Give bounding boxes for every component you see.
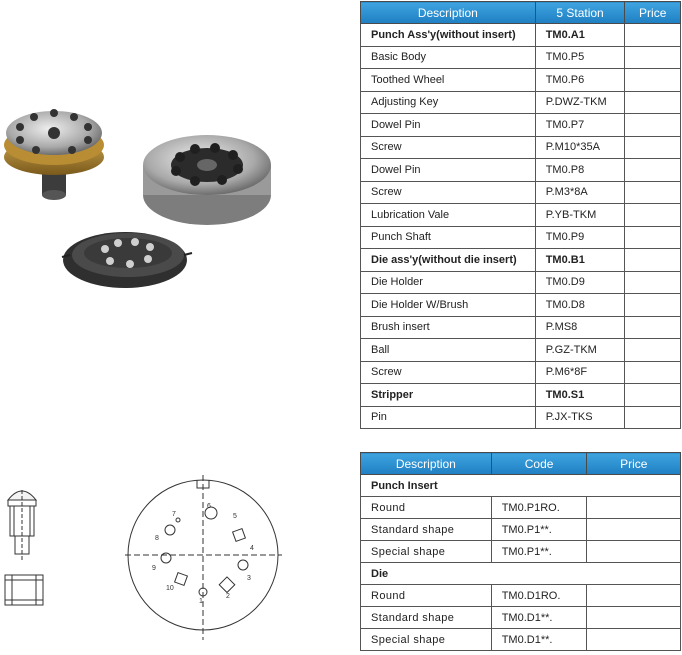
part-code: P.M10*35A [535, 136, 625, 159]
insert-code: TM0.P1**. [491, 541, 587, 563]
table-row [361, 406, 681, 429]
part-code: TM0.A1 [535, 24, 625, 47]
table-row [361, 204, 681, 227]
part-price [625, 46, 681, 69]
table-row [361, 271, 681, 294]
part-description: Die Holder [361, 271, 536, 294]
station-label: 6 [207, 503, 211, 510]
table-row [361, 159, 681, 182]
insert-description: Standard shape [361, 607, 492, 629]
part-description: Toothed Wheel [361, 69, 536, 92]
part-price [625, 91, 681, 114]
part-code: P.YB-TKM [535, 204, 625, 227]
part-description: Punch Ass'y(without insert) [361, 24, 536, 47]
part-description: Ball [361, 339, 536, 362]
part-price [625, 294, 681, 317]
part-price [625, 181, 681, 204]
header-description: Description [361, 2, 536, 24]
station-label: 10 [166, 585, 174, 592]
part-price [625, 114, 681, 137]
station-label: 2 [226, 593, 230, 600]
table-row [361, 114, 681, 137]
insert-price [587, 607, 681, 629]
part-description: Brush insert [361, 316, 536, 339]
stripper-image [62, 232, 192, 288]
part-description: Screw [361, 361, 536, 384]
part-price [625, 69, 681, 92]
section-row [361, 475, 681, 497]
part-code: P.MS8 [535, 316, 625, 339]
part-code: P.JX-TKS [535, 406, 625, 429]
station-label: 7 [172, 511, 176, 518]
station-label: 8 [155, 535, 159, 542]
part-price [625, 204, 681, 227]
part-description: Lubrication Vale [361, 204, 536, 227]
header-description: Description [361, 453, 492, 475]
part-code: TM0.D8 [535, 294, 625, 317]
insert-price [587, 585, 681, 607]
insert-table-header [361, 453, 681, 475]
table-row [361, 294, 681, 317]
table-row [361, 69, 681, 92]
part-code: TM0.P7 [535, 114, 625, 137]
part-code: P.DWZ-TKM [535, 91, 625, 114]
part-code: TM0.P8 [535, 159, 625, 182]
table-row [361, 497, 681, 519]
insert-price [587, 497, 681, 519]
table-row [361, 384, 681, 407]
parts-table [360, 1, 681, 429]
station-top-view [125, 475, 282, 640]
header-code: Code [491, 453, 587, 475]
part-price [625, 249, 681, 272]
insert-code: TM0.D1**. [491, 607, 587, 629]
insert-code: TM0.P1**. [491, 519, 587, 541]
table-row [361, 136, 681, 159]
table-row [361, 541, 681, 563]
part-description: Pin [361, 406, 536, 429]
part-price [625, 136, 681, 159]
insert-description: Round [361, 497, 492, 519]
station-label: 3 [247, 575, 251, 582]
table-row [361, 607, 681, 629]
table-row [361, 46, 681, 69]
insert-code: TM0.D1**. [491, 629, 587, 651]
part-code: TM0.P6 [535, 69, 625, 92]
part-description: Screw [361, 181, 536, 204]
part-price [625, 226, 681, 249]
table-row [361, 519, 681, 541]
table-row [361, 361, 681, 384]
part-price [625, 339, 681, 362]
header-price: Price [587, 453, 681, 475]
part-price [625, 271, 681, 294]
insert-description: Standard shape [361, 519, 492, 541]
part-price [625, 24, 681, 47]
part-price [625, 316, 681, 339]
part-code: P.GZ-TKM [535, 339, 625, 362]
insert-code: TM0.P1RO. [491, 497, 587, 519]
station-label: 9 [152, 565, 156, 572]
punch-side-view [8, 490, 36, 560]
part-code: P.M3*8A [535, 181, 625, 204]
header-station: 5 Station [535, 2, 625, 24]
insert-description: Special shape [361, 629, 492, 651]
part-price [625, 159, 681, 182]
product-photo [0, 85, 300, 300]
table-row [361, 585, 681, 607]
insert-description: Round [361, 585, 492, 607]
part-description: Die Holder W/Brush [361, 294, 536, 317]
part-description: Basic Body [361, 46, 536, 69]
part-code: TM0.B1 [535, 249, 625, 272]
table-row [361, 339, 681, 362]
part-price [625, 406, 681, 429]
punch-assembly-image [4, 109, 104, 200]
part-price [625, 384, 681, 407]
table-row [361, 249, 681, 272]
station-label: 5 [233, 513, 237, 520]
table-row [361, 24, 681, 47]
part-description: Dowel Pin [361, 114, 536, 137]
parts-table-header [361, 2, 681, 24]
insert-price [587, 519, 681, 541]
table-row [361, 316, 681, 339]
die-side-view [5, 575, 43, 605]
part-price [625, 361, 681, 384]
insert-price [587, 541, 681, 563]
technical-drawing [0, 470, 300, 655]
part-code: TM0.D9 [535, 271, 625, 294]
insert-price [587, 629, 681, 651]
part-description: Adjusting Key [361, 91, 536, 114]
part-description: Screw [361, 136, 536, 159]
table-row [361, 629, 681, 651]
die-holder-image [143, 135, 271, 225]
part-description: Die ass'y(without die insert) [361, 249, 536, 272]
insert-code: TM0.D1RO. [491, 585, 587, 607]
header-price: Price [625, 2, 681, 24]
section-title: Punch Insert [361, 475, 681, 497]
part-description: Dowel Pin [361, 159, 536, 182]
table-row [361, 181, 681, 204]
insert-description: Special shape [361, 541, 492, 563]
part-code: TM0.P9 [535, 226, 625, 249]
table-row [361, 91, 681, 114]
part-description: Punch Shaft [361, 226, 536, 249]
insert-table [360, 452, 681, 651]
station-label: 1 [199, 598, 203, 605]
part-code: TM0.P5 [535, 46, 625, 69]
part-description: Stripper [361, 384, 536, 407]
section-title: Die [361, 563, 681, 585]
part-code: P.M6*8F [535, 361, 625, 384]
station-label: 4 [250, 545, 254, 552]
section-row [361, 563, 681, 585]
part-code: TM0.S1 [535, 384, 625, 407]
table-row [361, 226, 681, 249]
